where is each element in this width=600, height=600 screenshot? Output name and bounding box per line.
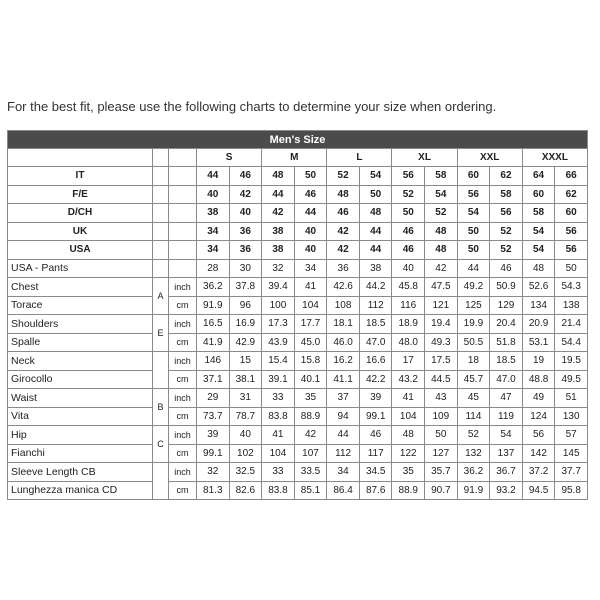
- value-cell: 20.9: [522, 315, 555, 334]
- value-cell: 66: [555, 167, 588, 186]
- value-cell: 18.1: [327, 315, 360, 334]
- value-cell: 54: [425, 185, 458, 204]
- value-cell: 28: [197, 259, 230, 278]
- value-cell: 39.1: [262, 370, 295, 389]
- measure-row-vita: [8, 407, 588, 426]
- value-cell: 52: [327, 167, 360, 186]
- value-cell: 134: [522, 296, 555, 315]
- value-cell: 127: [425, 444, 458, 463]
- value-cell: 48: [522, 259, 555, 278]
- value-cell: 37.2: [522, 463, 555, 482]
- value-cell: 90.7: [425, 481, 458, 500]
- group-letter: C: [153, 426, 169, 463]
- value-cell: 51: [555, 389, 588, 408]
- group-letter: A: [153, 278, 169, 315]
- value-cell: 40.1: [294, 370, 327, 389]
- size-header: XXXL: [522, 149, 587, 167]
- value-cell: 40: [229, 204, 262, 223]
- value-cell: 87.6: [359, 481, 392, 500]
- value-cell: 41.9: [197, 333, 230, 352]
- value-cell: 88.9: [392, 481, 425, 500]
- group-letter: [153, 463, 169, 500]
- measure-label: Spalle: [8, 333, 153, 352]
- value-cell: 48: [392, 426, 425, 445]
- value-cell: 33: [262, 463, 295, 482]
- value-cell: 50.9: [490, 278, 523, 297]
- value-cell: 39.4: [262, 278, 295, 297]
- row-label: UK: [8, 222, 153, 241]
- row-label: USA - Pants: [8, 259, 153, 278]
- value-cell: 50.5: [457, 333, 490, 352]
- value-cell: 30: [229, 259, 262, 278]
- value-cell: 52: [457, 426, 490, 445]
- measure-label: Sleeve Length CB: [8, 463, 153, 482]
- size-row-d-ch: [8, 204, 588, 223]
- value-cell: 42: [327, 241, 360, 260]
- size-header: XXL: [457, 149, 522, 167]
- value-cell: 40: [392, 259, 425, 278]
- size-row-usa-pants: [8, 259, 588, 278]
- size-header: S: [197, 149, 262, 167]
- value-cell: 81.3: [197, 481, 230, 500]
- table-title: Men's Size: [8, 131, 588, 149]
- value-cell: 40: [294, 241, 327, 260]
- value-cell: 36.7: [490, 463, 523, 482]
- value-cell: 104: [392, 407, 425, 426]
- measure-label: Vita: [8, 407, 153, 426]
- value-cell: 95.8: [555, 481, 588, 500]
- size-header-row: [8, 149, 588, 167]
- value-cell: 44.2: [359, 278, 392, 297]
- row-label: D/CH: [8, 204, 153, 223]
- value-cell: 54.4: [555, 333, 588, 352]
- value-cell: 44: [262, 185, 295, 204]
- measure-row-hip: [8, 426, 588, 445]
- value-cell: 56: [522, 426, 555, 445]
- value-cell: 52: [490, 241, 523, 260]
- value-cell: 58: [522, 204, 555, 223]
- value-cell: 83.8: [262, 407, 295, 426]
- size-header: M: [262, 149, 327, 167]
- value-cell: 47.0: [359, 333, 392, 352]
- value-cell: 18.5: [490, 352, 523, 371]
- value-cell: 47: [490, 389, 523, 408]
- value-cell: 37: [327, 389, 360, 408]
- value-cell: 19.4: [425, 315, 458, 334]
- value-cell: 42: [425, 259, 458, 278]
- value-cell: 56: [490, 204, 523, 223]
- measure-row-chest: [8, 278, 588, 297]
- value-cell: 38: [197, 204, 230, 223]
- value-cell: 56: [555, 241, 588, 260]
- value-cell: 46: [229, 167, 262, 186]
- value-cell: 60: [555, 204, 588, 223]
- unit-cell: cm: [169, 333, 197, 352]
- value-cell: 50: [555, 259, 588, 278]
- value-cell: 142: [522, 444, 555, 463]
- row-label: IT: [8, 167, 153, 186]
- value-cell: 35.7: [425, 463, 458, 482]
- value-cell: 60: [522, 185, 555, 204]
- value-cell: 124: [522, 407, 555, 426]
- value-cell: 114: [457, 407, 490, 426]
- value-cell: 52: [425, 204, 458, 223]
- value-cell: 46: [490, 259, 523, 278]
- value-cell: 112: [359, 296, 392, 315]
- value-cell: 116: [392, 296, 425, 315]
- value-cell: 49: [522, 389, 555, 408]
- value-cell: 64: [522, 167, 555, 186]
- value-cell: 132: [457, 444, 490, 463]
- value-cell: 49.2: [457, 278, 490, 297]
- value-cell: 34: [294, 259, 327, 278]
- value-cell: 45.7: [457, 370, 490, 389]
- unit-cell: cm: [169, 296, 197, 315]
- value-cell: 48: [359, 204, 392, 223]
- measure-row-spalle: [8, 333, 588, 352]
- value-cell: 44: [294, 204, 327, 223]
- value-cell: 94: [327, 407, 360, 426]
- value-cell: 107: [294, 444, 327, 463]
- value-cell: 91.9: [457, 481, 490, 500]
- table-title-row: [8, 131, 588, 149]
- value-cell: 16.9: [229, 315, 262, 334]
- value-cell: 21.4: [555, 315, 588, 334]
- mens-size-table: [7, 130, 588, 500]
- value-cell: 56: [457, 185, 490, 204]
- empty-cell: [169, 185, 197, 204]
- value-cell: 104: [294, 296, 327, 315]
- unit-cell: inch: [169, 463, 197, 482]
- empty-cell: [169, 259, 197, 278]
- value-cell: 83.8: [262, 481, 295, 500]
- value-cell: 42.2: [359, 370, 392, 389]
- value-cell: 34: [197, 241, 230, 260]
- value-cell: 34: [327, 463, 360, 482]
- value-cell: 46: [327, 204, 360, 223]
- value-cell: 130: [555, 407, 588, 426]
- size-row-f-e: [8, 185, 588, 204]
- value-cell: 49.5: [555, 370, 588, 389]
- value-cell: 82.6: [229, 481, 262, 500]
- value-cell: 58: [425, 167, 458, 186]
- value-cell: 44: [359, 241, 392, 260]
- value-cell: 93.2: [490, 481, 523, 500]
- value-cell: 44.5: [425, 370, 458, 389]
- empty-cell: [153, 259, 169, 278]
- value-cell: 50: [457, 241, 490, 260]
- measure-label: Chest: [8, 278, 153, 297]
- value-cell: 42: [327, 222, 360, 241]
- value-cell: 15: [229, 352, 262, 371]
- measure-row-fianchi: [8, 444, 588, 463]
- value-cell: 42: [229, 185, 262, 204]
- intro-text: For the best fit, please use the following charts to determine your size when ordering.: [7, 99, 497, 114]
- size-header: L: [327, 149, 392, 167]
- value-cell: 37.1: [197, 370, 230, 389]
- value-cell: 41: [392, 389, 425, 408]
- group-letter: E: [153, 315, 169, 352]
- value-cell: 19.5: [555, 352, 588, 371]
- empty-cell: [153, 241, 169, 260]
- unit-cell: inch: [169, 352, 197, 371]
- value-cell: 34: [197, 222, 230, 241]
- value-cell: 18.9: [392, 315, 425, 334]
- empty-cell: [153, 222, 169, 241]
- value-cell: 102: [229, 444, 262, 463]
- value-cell: 40: [229, 426, 262, 445]
- value-cell: 46: [392, 241, 425, 260]
- measure-label: Shoulders: [8, 315, 153, 334]
- value-cell: 57: [555, 426, 588, 445]
- value-cell: 16.5: [197, 315, 230, 334]
- value-cell: 146: [197, 352, 230, 371]
- measure-row-shoulders: [8, 315, 588, 334]
- value-cell: 62: [490, 167, 523, 186]
- value-cell: 109: [425, 407, 458, 426]
- empty-cell: [153, 185, 169, 204]
- value-cell: 137: [490, 444, 523, 463]
- value-cell: 94.5: [522, 481, 555, 500]
- measure-label: Torace: [8, 296, 153, 315]
- empty-cell: [169, 167, 197, 186]
- header-blank: [153, 149, 169, 167]
- value-cell: 54: [457, 204, 490, 223]
- value-cell: 112: [327, 444, 360, 463]
- value-cell: 104: [262, 444, 295, 463]
- value-cell: 42.9: [229, 333, 262, 352]
- value-cell: 117: [359, 444, 392, 463]
- value-cell: 121: [425, 296, 458, 315]
- size-row-it: [8, 167, 588, 186]
- value-cell: 16.6: [359, 352, 392, 371]
- value-cell: 108: [327, 296, 360, 315]
- value-cell: 32: [262, 259, 295, 278]
- value-cell: 42: [262, 204, 295, 223]
- measure-row-torace: [8, 296, 588, 315]
- value-cell: 62: [555, 185, 588, 204]
- value-cell: 15.4: [262, 352, 295, 371]
- value-cell: 17: [392, 352, 425, 371]
- value-cell: 45.8: [392, 278, 425, 297]
- size-row-uk: [8, 222, 588, 241]
- value-cell: 42.6: [327, 278, 360, 297]
- value-cell: 32: [197, 463, 230, 482]
- empty-cell: [169, 222, 197, 241]
- value-cell: 17.3: [262, 315, 295, 334]
- header-blank: [8, 149, 153, 167]
- value-cell: 36.2: [197, 278, 230, 297]
- group-letter: B: [153, 389, 169, 426]
- value-cell: 54: [490, 426, 523, 445]
- value-cell: 45.0: [294, 333, 327, 352]
- value-cell: 54: [522, 241, 555, 260]
- value-cell: 50: [425, 426, 458, 445]
- value-cell: 145: [555, 444, 588, 463]
- value-cell: 19.9: [457, 315, 490, 334]
- value-cell: 46: [392, 222, 425, 241]
- value-cell: 48: [425, 222, 458, 241]
- value-cell: 119: [490, 407, 523, 426]
- value-cell: 34.5: [359, 463, 392, 482]
- value-cell: 15.8: [294, 352, 327, 371]
- value-cell: 45: [457, 389, 490, 408]
- measure-label: Waist: [8, 389, 153, 408]
- value-cell: 85.1: [294, 481, 327, 500]
- value-cell: 52: [490, 222, 523, 241]
- value-cell: 35: [294, 389, 327, 408]
- value-cell: 39: [197, 426, 230, 445]
- value-cell: 122: [392, 444, 425, 463]
- value-cell: 47.0: [490, 370, 523, 389]
- value-cell: 47.5: [425, 278, 458, 297]
- value-cell: 44: [359, 222, 392, 241]
- value-cell: 56: [392, 167, 425, 186]
- value-cell: 78.7: [229, 407, 262, 426]
- value-cell: 41: [262, 426, 295, 445]
- empty-cell: [153, 204, 169, 223]
- value-cell: 32.5: [229, 463, 262, 482]
- size-row-usa: [8, 241, 588, 260]
- value-cell: 18: [457, 352, 490, 371]
- value-cell: 44: [457, 259, 490, 278]
- value-cell: 38: [262, 241, 295, 260]
- value-cell: 52: [392, 185, 425, 204]
- value-cell: 99.1: [197, 444, 230, 463]
- value-cell: 138: [555, 296, 588, 315]
- value-cell: 56: [555, 222, 588, 241]
- unit-cell: inch: [169, 389, 197, 408]
- value-cell: 17.5: [425, 352, 458, 371]
- value-cell: 43.9: [262, 333, 295, 352]
- size-header: XL: [392, 149, 457, 167]
- value-cell: 48: [262, 167, 295, 186]
- value-cell: 16.2: [327, 352, 360, 371]
- value-cell: 54: [359, 167, 392, 186]
- measure-label: Fianchi: [8, 444, 153, 463]
- value-cell: 41.1: [327, 370, 360, 389]
- unit-cell: inch: [169, 278, 197, 297]
- unit-cell: cm: [169, 444, 197, 463]
- value-cell: 129: [490, 296, 523, 315]
- value-cell: 60: [457, 167, 490, 186]
- value-cell: 54: [522, 222, 555, 241]
- value-cell: 29: [197, 389, 230, 408]
- measure-row-sleeve-length-cb: [8, 463, 588, 482]
- value-cell: 49.3: [425, 333, 458, 352]
- value-cell: 50: [392, 204, 425, 223]
- header-blank: [169, 149, 197, 167]
- value-cell: 58: [490, 185, 523, 204]
- value-cell: 91.9: [197, 296, 230, 315]
- unit-cell: inch: [169, 315, 197, 334]
- measure-row-girocollo: [8, 370, 588, 389]
- value-cell: 73.7: [197, 407, 230, 426]
- measure-label: Lunghezza manica CD: [8, 481, 153, 500]
- measure-label: Neck: [8, 352, 153, 371]
- value-cell: 50: [457, 222, 490, 241]
- value-cell: 17.7: [294, 315, 327, 334]
- value-cell: 35: [392, 463, 425, 482]
- value-cell: 36: [229, 241, 262, 260]
- value-cell: 48: [327, 185, 360, 204]
- value-cell: 46.0: [327, 333, 360, 352]
- unit-cell: inch: [169, 426, 197, 445]
- value-cell: 48: [425, 241, 458, 260]
- value-cell: 46: [294, 185, 327, 204]
- row-label: F/E: [8, 185, 153, 204]
- group-letter: [153, 352, 169, 389]
- size-table-body: [8, 131, 588, 500]
- value-cell: 37.8: [229, 278, 262, 297]
- value-cell: 31: [229, 389, 262, 408]
- unit-cell: cm: [169, 407, 197, 426]
- unit-cell: cm: [169, 370, 197, 389]
- value-cell: 36: [229, 222, 262, 241]
- value-cell: 50: [294, 167, 327, 186]
- value-cell: 40: [197, 185, 230, 204]
- value-cell: 39: [359, 389, 392, 408]
- value-cell: 38: [262, 222, 295, 241]
- value-cell: 52.6: [522, 278, 555, 297]
- value-cell: 100: [262, 296, 295, 315]
- value-cell: 19: [522, 352, 555, 371]
- value-cell: 44: [197, 167, 230, 186]
- value-cell: 36.2: [457, 463, 490, 482]
- value-cell: 42: [294, 426, 327, 445]
- value-cell: 43.2: [392, 370, 425, 389]
- value-cell: 43: [425, 389, 458, 408]
- value-cell: 38.1: [229, 370, 262, 389]
- value-cell: 38: [359, 259, 392, 278]
- value-cell: 88.9: [294, 407, 327, 426]
- value-cell: 96: [229, 296, 262, 315]
- value-cell: 54.3: [555, 278, 588, 297]
- value-cell: 33.5: [294, 463, 327, 482]
- value-cell: 48.0: [392, 333, 425, 352]
- value-cell: 48.8: [522, 370, 555, 389]
- empty-cell: [169, 241, 197, 260]
- value-cell: 37.7: [555, 463, 588, 482]
- value-cell: 86.4: [327, 481, 360, 500]
- measure-label: Girocollo: [8, 370, 153, 389]
- empty-cell: [169, 204, 197, 223]
- value-cell: 36: [327, 259, 360, 278]
- measure-row-waist: [8, 389, 588, 408]
- value-cell: 41: [294, 278, 327, 297]
- value-cell: 53.1: [522, 333, 555, 352]
- value-cell: 18.5: [359, 315, 392, 334]
- value-cell: 33: [262, 389, 295, 408]
- value-cell: 40: [294, 222, 327, 241]
- unit-cell: cm: [169, 481, 197, 500]
- value-cell: 20.4: [490, 315, 523, 334]
- value-cell: 99.1: [359, 407, 392, 426]
- value-cell: 46: [359, 426, 392, 445]
- value-cell: 50: [359, 185, 392, 204]
- value-cell: 51.8: [490, 333, 523, 352]
- empty-cell: [153, 167, 169, 186]
- measure-label: Hip: [8, 426, 153, 445]
- value-cell: 44: [327, 426, 360, 445]
- measure-row-neck: [8, 352, 588, 371]
- measure-row-lunghezza-manica-cd: [8, 481, 588, 500]
- value-cell: 125: [457, 296, 490, 315]
- row-label: USA: [8, 241, 153, 260]
